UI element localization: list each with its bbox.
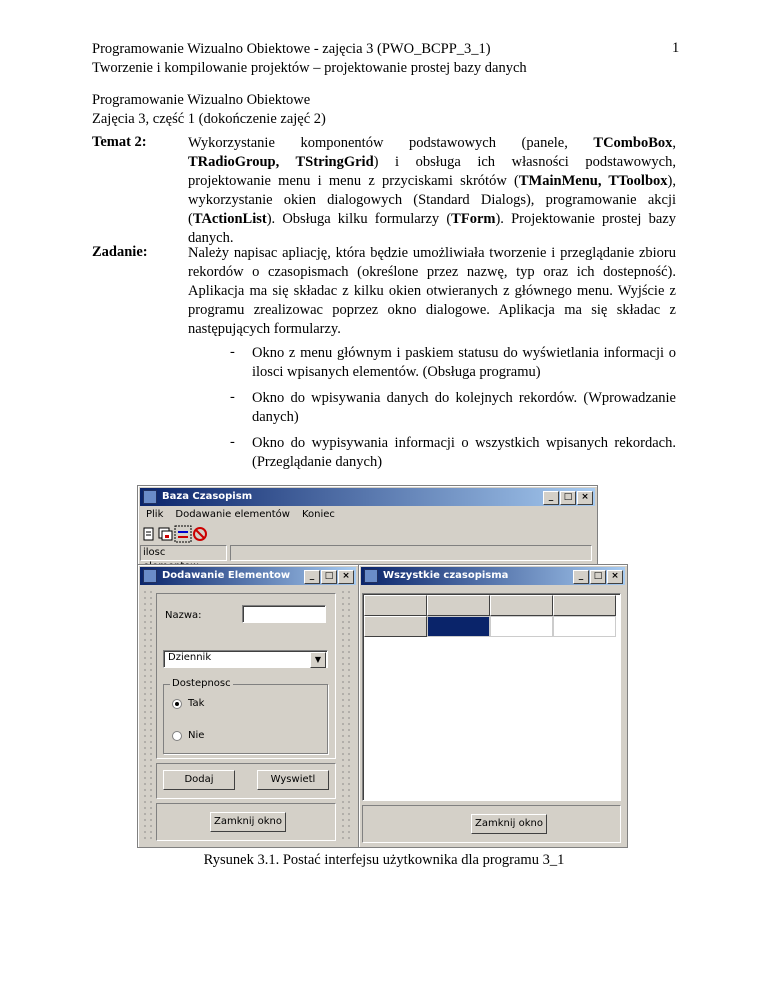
- temat-text: ,: [672, 135, 676, 151]
- status-panel-label: ilosc: [140, 545, 227, 561]
- temat-label: Temat 2:: [92, 134, 147, 150]
- grid-fixed-cell: [427, 595, 490, 616]
- temat-text: ). Obsługa kilku formularzy (: [266, 211, 452, 227]
- list-close-panel: [362, 805, 621, 843]
- bullet-dash: -: [230, 389, 235, 405]
- main-window: [137, 485, 598, 565]
- grid-fixed-cell: [364, 616, 427, 637]
- transfer-icon: [175, 526, 191, 542]
- bullet-item: Okno z menu głównym i paskiem statusu do wyświetlania informacji o ilosci wpisanych elementów. (Obsługa programu): [252, 345, 676, 380]
- design-grid-right: [340, 589, 354, 841]
- list-window-title: Wszystkie czasopisma: [383, 570, 509, 581]
- page-header: [92, 40, 682, 78]
- grid-cell[interactable]: [490, 616, 553, 637]
- bullet-item: Okno do wypisywania informacji o wszystkich wpisanych rekordach. (Przeglądanie danych): [252, 435, 676, 470]
- input-panel: [156, 593, 336, 759]
- temat-text: Wykorzystanie komponentów podstawowych (panele,: [188, 135, 594, 151]
- temat-bold: TForm: [451, 211, 496, 227]
- figure-caption: Rysunek 3.1. Postać interfejsu użytkownika dla programu 3_1: [203, 852, 565, 868]
- toolbar: [141, 525, 261, 543]
- menu-koniec[interactable]: Koniec: [301, 509, 335, 520]
- temat-text: ) i obsługa ich własności podstawowych, projektowanie menu i menu z przyciskami skrótów (: [188, 154, 676, 189]
- temat-bold: TActionList: [192, 211, 267, 227]
- header-line-1: Programowanie Wizualno Obiektowe - zajęcia 3 (PWO_BCPP_3_1): [92, 41, 491, 57]
- close-button[interactable]: ×: [338, 570, 354, 584]
- temat-text: ). Projektowanie prostej bazy danych.: [188, 211, 676, 246]
- string-grid[interactable]: [362, 593, 621, 801]
- bullet-dash: -: [230, 344, 235, 360]
- subtitle: [92, 91, 326, 129]
- minimize-button[interactable]: _: [573, 570, 589, 584]
- bullet-item: Okno do wpisywania danych do kolejnych rekordów. (Wprowadzanie danych): [252, 390, 676, 425]
- close-button[interactable]: ×: [577, 491, 593, 505]
- grid-fixed-cell: [364, 595, 427, 616]
- radio-yes-label: Tak: [188, 698, 205, 709]
- main-window-titlebar[interactable]: [140, 488, 595, 506]
- radio-no[interactable]: [172, 731, 182, 741]
- maximize-button[interactable]: □: [321, 570, 337, 584]
- grid-selected-cell[interactable]: [427, 616, 490, 637]
- list-close-window-button[interactable]: Zamknij okno: [471, 814, 547, 834]
- subtitle-line-1: Programowanie Wizualno Obiektowe: [92, 92, 311, 108]
- menu-plik[interactable]: Plik: [146, 509, 164, 520]
- app-icon: [143, 569, 157, 583]
- name-input[interactable]: [242, 605, 326, 623]
- zadanie-label: Zadanie:: [92, 244, 148, 260]
- availability-group: [163, 678, 328, 754]
- maximize-button[interactable]: □: [560, 491, 576, 505]
- toolbar-icons: [141, 525, 261, 543]
- save-icon: [159, 528, 172, 540]
- temat-paragraph: [188, 134, 676, 248]
- add-window-title: Dodawanie Elementow: [162, 570, 291, 581]
- new-icon: [144, 528, 153, 540]
- temat-bold: TRadioGroup, TStringGrid: [188, 154, 374, 170]
- add-window-titlebar[interactable]: [140, 567, 356, 585]
- grid-fixed-cell: [490, 595, 553, 616]
- temat-bold: TComboBox: [593, 135, 673, 151]
- close-button[interactable]: ×: [607, 570, 623, 584]
- list-window-titlebar[interactable]: [361, 567, 625, 585]
- radio-no-label: Nie: [188, 730, 205, 741]
- type-combobox-value: Dziennik: [168, 652, 212, 663]
- app-icon: [364, 569, 378, 583]
- design-grid-left: [142, 589, 152, 841]
- name-label: Nazwa:: [165, 610, 202, 621]
- temat-bold: TMainMenu, TToolbox: [518, 173, 668, 189]
- main-window-title: Baza Czasopism: [162, 491, 253, 502]
- minimize-button[interactable]: _: [543, 491, 559, 505]
- availability-group-label: Dostepnosc: [172, 678, 231, 689]
- list-window: [358, 564, 628, 848]
- chevron-down-icon[interactable]: ▼: [310, 652, 326, 668]
- zadanie-paragraph: Należy napisac apliację, która będzie umożliwiała tworzenie i przeglądanie zbioru rekordów o czasopismach (określone przez nazwę, typ oraz ich dostepność). Aplikacja ma się składac z kilku okien otwieranych z głównego menu. Wyjście z programu zrealizowac poprzez okno dialogowe. Aplikacja ma się składac z następujących formularzy.: [188, 245, 676, 337]
- minimize-button[interactable]: _: [304, 570, 320, 584]
- radio-yes[interactable]: [172, 699, 182, 709]
- header-line-2: Tworzenie i kompilowanie projektów – projektowanie prostej bazy danych: [92, 60, 527, 76]
- grid-fixed-cell: [553, 595, 616, 616]
- page-number: 1: [672, 40, 680, 56]
- menu-dodawanie[interactable]: Dodawanie elementów: [175, 509, 290, 520]
- temat-text: ), wykorzystanie okien dialogowych (Standard Dialogs), programowanie akcji (: [188, 173, 676, 227]
- status-panel-value: [230, 545, 592, 561]
- main-menu-bar: [140, 507, 595, 523]
- maximize-button[interactable]: □: [590, 570, 606, 584]
- add-button[interactable]: Dodaj: [163, 770, 235, 790]
- close-panel: [156, 803, 336, 841]
- show-button[interactable]: Wyswietl: [257, 770, 329, 790]
- type-combobox[interactable]: [163, 650, 328, 668]
- close-window-button[interactable]: Zamknij okno: [210, 812, 286, 832]
- action-panel: [156, 763, 336, 799]
- add-window: [137, 564, 359, 848]
- app-icon: [143, 490, 157, 504]
- subtitle-line-2: Zajęcia 3, część 1 (dokończenie zajęć 2): [92, 111, 326, 127]
- stop-icon: [194, 528, 206, 540]
- bullet-dash: -: [230, 434, 235, 450]
- grid-cell[interactable]: [553, 616, 616, 637]
